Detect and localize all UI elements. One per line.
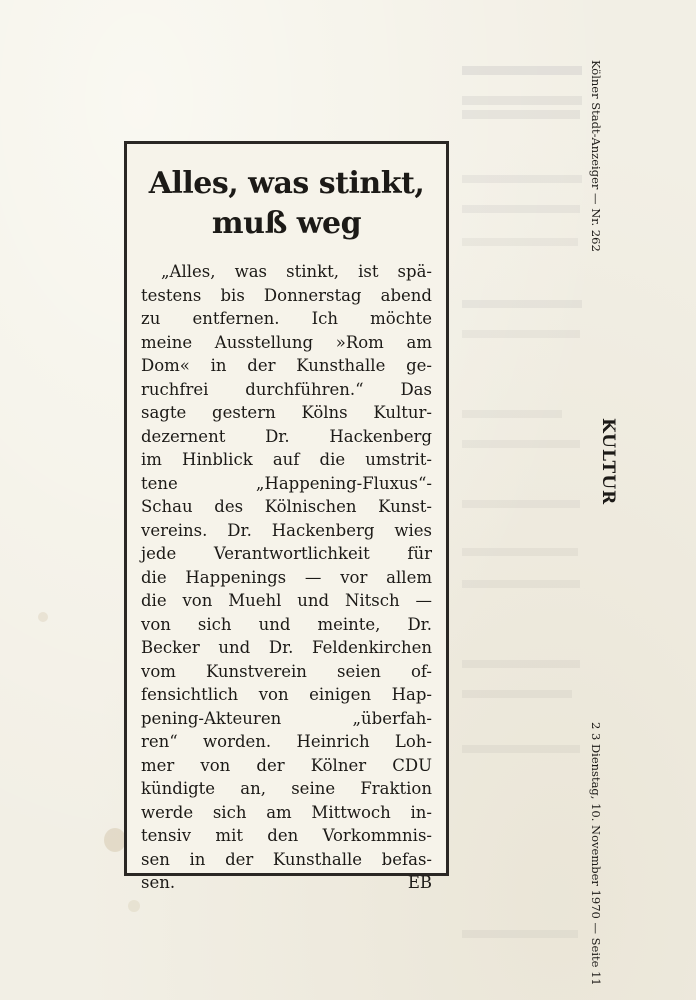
show-through-line [462,238,578,246]
show-through-line [462,500,580,508]
date-page-label: 2 3 Dienstag, 10. November 1970 — Seite 11 [589,722,603,986]
article-line: ruchfrei durchführen.“ Das [141,379,432,399]
article-line: im Hinblick auf die umstrit- [141,450,432,469]
show-through-line [462,580,580,588]
show-through-line [462,205,580,213]
show-through-line [462,930,578,938]
article-line: tene „Happening-Fluxus“- [141,473,432,493]
article-line: ren“ worden. Heinrich Loh- [141,732,432,751]
article-line: zu entfernen. Ich möchte [141,309,432,328]
article-line: fensichtlich von einigen Hap- [141,685,432,704]
headline-line: Alles, was stinkt, [148,166,425,201]
show-through-line [462,330,580,338]
article-body [141,260,432,895]
article-line: jede Verantwortlichkeit für [141,544,432,563]
show-through-line [462,96,582,105]
article-line: sen in der Kunsthalle befas- [141,849,432,869]
article-line: die Happenings — vor allem [141,567,432,587]
show-through-line [462,66,582,75]
article-headline [141,164,432,244]
article-line: tensiv mit den Vorkommnis- [141,826,432,845]
article-line: Becker und Dr. Feldenkirchen [141,638,432,657]
show-through-line [462,660,580,668]
show-through-line [462,110,580,119]
show-through-line [462,548,578,556]
article-line: kündigte an, seine Fraktion [141,779,432,798]
article-line: vom Kunstverein seien of- [141,661,432,681]
show-through-line [462,690,572,698]
section-label: KULTUR [598,418,618,506]
article-line: sagte gestern Kölns Kultur- [141,403,432,422]
newspaper-name-label: Kölner Stadt-Anzeiger — Nr. 262 [589,60,603,252]
article-line: sen. EB [141,873,432,892]
paper-stain [128,900,140,912]
article-line: die von Muehl und Nitsch — [141,591,432,610]
paper-stain [38,612,48,622]
article-line: meine Ausstellung »Rom am [141,332,432,352]
show-through-line [462,745,580,753]
show-through-line [462,300,582,308]
article-line: pening-Akteuren „überfah- [141,708,432,728]
headline-line: muß weg [211,206,362,241]
article-line: vereins. Dr. Hackenberg wies [141,520,432,540]
article-line: „Alles, was stinkt, ist spä- [161,262,432,281]
paper-stain [104,828,126,852]
show-through-line [462,440,580,448]
show-through-line [462,175,582,183]
article-line: testens bis Donnerstag abend [141,285,432,305]
article-line: von sich und meinte, Dr. [141,614,432,634]
show-through-line [462,410,562,418]
article-line: werde sich am Mittwoch in- [141,802,432,822]
article-line: Schau des Kölnischen Kunst- [141,497,432,516]
article-line: Dom« in der Kunsthalle ge- [141,356,432,375]
article-clipping [124,141,449,892]
article-line: dezernent Dr. Hackenberg [141,426,432,446]
article-line: mer von der Kölner CDU [141,755,432,775]
